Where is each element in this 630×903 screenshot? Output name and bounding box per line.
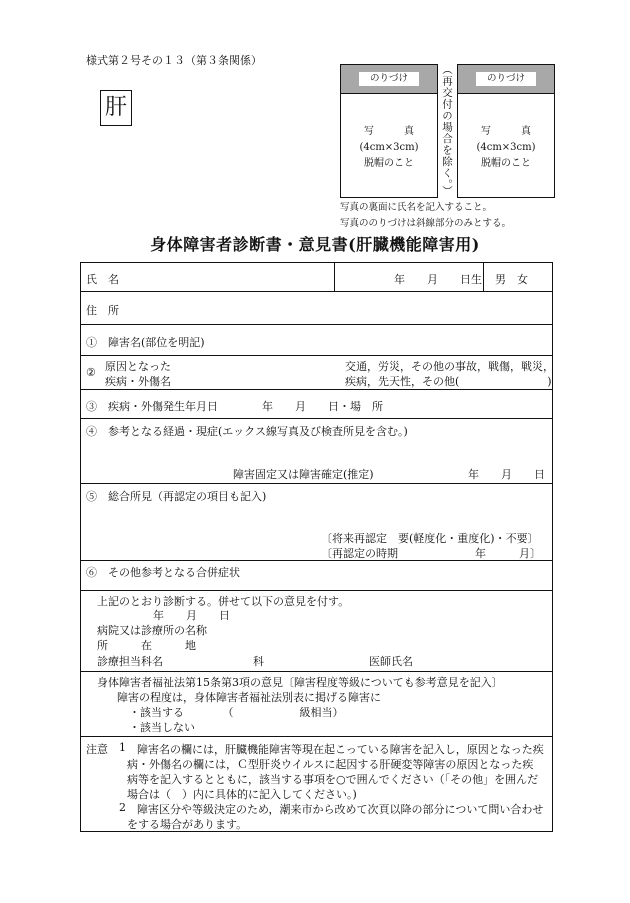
item4-label: ④ 参考となる経過・現症(エックス線写真及び検査所見を含む。) <box>86 425 408 438</box>
doctor-name-label: 医師氏名 <box>369 655 413 668</box>
hospital-name-label: 病院又は診療所の名称 <box>97 624 207 637</box>
photo-area <box>340 64 553 197</box>
note2-number: 2 <box>119 801 126 814</box>
department-suffix: 科 <box>253 655 264 668</box>
note2-line2: をする場合があります。 <box>127 818 248 831</box>
row-onset-date <box>81 390 552 419</box>
photo-size: (4cm×3cm) <box>359 142 419 153</box>
photo-caption: 写 真 <box>481 126 531 137</box>
item2-number: ② <box>86 366 96 379</box>
reissue-note: （再交付の場合を除く。） <box>441 64 453 197</box>
photo-hat-note: 脱帽のこと <box>364 158 414 169</box>
photo-size: (4cm×3cm) <box>476 142 536 153</box>
opinion-text: 障害の程度は，身体障害者福祉法別表に掲げる障害に <box>117 691 381 704</box>
note1-line4: 場合は（ ）内に具体的に記入してください。) <box>127 788 357 801</box>
photo-caption: 写 真 <box>364 126 414 137</box>
diagnosis-date: 年 月 日 <box>153 609 230 622</box>
divider <box>334 263 335 291</box>
organ-kanji-box: 肝 <box>100 90 132 126</box>
photo-box-right <box>457 64 555 198</box>
row-disability-name <box>81 325 552 356</box>
row-complications <box>81 561 552 591</box>
item5-label: ⑤ 総合所見（再認定の項目も記入) <box>86 490 267 503</box>
row-signature <box>81 591 552 672</box>
address-label: 住 所 <box>86 304 119 317</box>
photo-note-2: 写真ののりづけは斜線部分のみとする。 <box>340 218 512 229</box>
glue-band-left <box>341 65 437 94</box>
row-address <box>81 292 552 325</box>
item6-label: ⑥ その他参考となる合併症状 <box>86 566 240 579</box>
option-not-applicable: ・該当しない <box>129 721 195 734</box>
note1-line2: 病・外傷名の欄には，Ｃ型肝炎ウイルスに起因する肝硬変等障害の原因となった疾 <box>127 758 534 771</box>
item1-label: ① 障害名(部位を明記) <box>86 336 205 349</box>
recertification-period: 〔再認定の時期 年 月〕 <box>321 547 541 560</box>
page-title: 身体障害者診断書・意見書(肝臓機能障害用) <box>150 235 480 254</box>
sex-label: 男 女 <box>495 273 528 286</box>
row-opinion <box>81 672 552 737</box>
notes-heading: 注意 <box>86 743 108 756</box>
row-history <box>81 419 552 484</box>
photo-box-left <box>340 64 438 198</box>
divider <box>483 263 484 291</box>
note2-line1: 障害区分や等級決定のため，潮来市から改めて次頁以降の部分について問い合わせ <box>137 803 544 816</box>
glue-label-left: のりづけ <box>359 72 419 86</box>
fixed-date-label: 障害固定又は障害確定(推定) <box>233 468 374 481</box>
note1-number: 1 <box>119 741 126 754</box>
form-number: 様式第２号その１３（第３条関係） <box>86 54 262 67</box>
diagnosis-form <box>80 262 553 832</box>
item2-label-2: 疾病・外傷名 <box>105 375 171 388</box>
row-overall-findings <box>81 484 552 561</box>
note1-line1: 障害名の欄には，肝臓機能障害等現在起こっている障害を記入し，原因となった疾 <box>137 743 544 756</box>
diagnosis-statement: 上記のとおり診断する。併せて以下の意見を付す。 <box>97 595 350 608</box>
opinion-heading: 身体障害者福祉法第15条第3項の意見〔障害程度等級についても参考意見を記入〕 <box>97 676 503 689</box>
glue-label-right: のりづけ <box>476 72 536 86</box>
glue-band-right <box>458 65 554 94</box>
cause-options-2: 疾病，先天性，その他( ) <box>345 375 552 388</box>
row-name <box>81 263 552 292</box>
hospital-address-label: 所 在 地 <box>97 639 196 652</box>
row-cause <box>81 356 552 390</box>
name-label: 氏 名 <box>86 273 119 286</box>
department-label: 診療担当科名 <box>97 655 163 668</box>
photo-note-1: 写真の裏面に氏名を記入すること。 <box>340 202 493 213</box>
fixed-date-value: 年 月 日 <box>468 468 545 481</box>
item3-label: ③ 疾病・外傷発生年月日 年 月 日・場 所 <box>86 400 383 413</box>
birth-date-label: 年 月 日生 <box>394 273 482 286</box>
note1-line3: 病等を記入するとともに，該当する事項を○で囲んでください（「その他」を囲んだ <box>127 773 539 786</box>
photo-hat-note: 脱帽のこと <box>481 158 531 169</box>
cause-options-1: 交通，労災，その他の事故，戦傷，戦災， <box>345 360 554 373</box>
item2-label-1: 原因となった <box>105 360 171 373</box>
option-applicable: ・該当する （ 級相当） <box>129 706 344 719</box>
recertification-need: 〔将来再認定 要(軽度化・重度化)・不要〕 <box>321 532 539 545</box>
